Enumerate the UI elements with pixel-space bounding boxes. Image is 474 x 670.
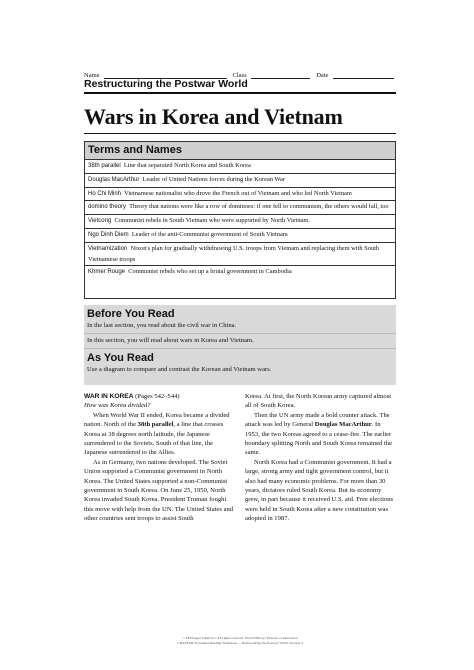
term-definition: Communist rebels in South Vietnam who were supported by North Vietnam. (114, 217, 310, 225)
page-title: Wars in Korea and Vietnam (84, 104, 396, 134)
term-row (85, 214, 395, 228)
page-reference: (Pages 542–544) (135, 393, 180, 400)
section-head (84, 392, 234, 401)
term-row (85, 159, 395, 173)
term-definition: Leader of United Nations forces during the Korean War (142, 175, 285, 183)
term-definition: Leader of the anti-Communist government of South Vietnam (131, 230, 288, 238)
terms-and-names-box (84, 141, 396, 299)
terms-heading: Terms and Names (85, 142, 395, 159)
section-title: Restructuring the Postwar World (84, 78, 396, 94)
term-name: Vietcong (88, 218, 112, 225)
class-label: Class (232, 72, 247, 79)
term-definition: Communist rebels who set up a brutal government in Cambodia (128, 268, 292, 276)
text-run: . In 1953, the two Koreas agreed to a cease-fire. The earlier boundary splitting North and South Korea remained the same. (245, 421, 393, 457)
footer-line: © McDougal Littell Inc. All rights reserved. World History: Patterns of Interaction (182, 636, 298, 640)
key-term: Douglas MacArthur (314, 421, 372, 429)
section-head-label: WAR IN KOREA (84, 393, 134, 400)
term-definition: Line that separated North Korea and South Korea (123, 162, 251, 169)
before-you-read-heading: Before You Read (87, 308, 175, 320)
name-label: Name (84, 72, 100, 79)
term-row (85, 242, 395, 266)
term-row (85, 228, 395, 242)
paragraph (245, 411, 396, 458)
as-you-read-heading: As You Read (87, 352, 154, 364)
term-definition: Theory that nations were like a row of dominoes: if one fell to communism, the others would fall, too (129, 203, 389, 211)
before-you-read-text-1: In the last section, you read about the civil war in China. (87, 322, 237, 329)
text-run: , a line that crosses Korea at 38 degrees north latitude, the Japanese surrendered to the Soviets. South of that line, the Japanese surrendered to the Allies. (84, 421, 224, 457)
term-name: Vietnamization (88, 245, 128, 252)
term-definition: Vietnamese nationalist who drove the French out of Vietnam and who led North Vietnam (124, 189, 352, 197)
body-right-column (245, 392, 396, 524)
text-run: When World War II ended, Korea became a divided nation. North of the (84, 411, 230, 429)
term-name: Ngo Dinh Diem (88, 231, 129, 238)
term-name: Ho Chi Minh (88, 190, 122, 197)
footer-line: CHAPTER 33 Guided Reading Workbook — Restructuring the Postwar World, Section 3 (177, 641, 303, 645)
paragraph (84, 411, 234, 458)
term-name: Khmer Rouge (88, 269, 126, 276)
term-row (85, 265, 395, 279)
divider (84, 333, 396, 334)
as-you-read-text: Use a diagram to compare and contrast the Korean and Vietnam wars. (87, 366, 272, 373)
paragraph: As in Germany, two nations developed. The Soviet Union supported a Communist government in North Korea. The United States supported a non-Communist government in South Korea. On June 25, 1950, North Korea invaded South Korea. President Truman fought this move with help from the UN. The United States and other countries sent troops to assist South (84, 458, 234, 523)
term-row (85, 200, 395, 214)
text-run: Then the UN army made a bold counter attack. The attack was led by General (245, 411, 390, 429)
reading-guide-panel (84, 305, 396, 385)
date-label: Date (316, 72, 329, 79)
term-name: 38th parallel (88, 163, 121, 169)
before-you-read-text-2: In this section, you will read about wars in Korea and Vietnam. (87, 337, 254, 344)
divider (84, 348, 396, 349)
term-row (85, 173, 395, 187)
paragraph: Korea. At first, the North Korean army captured almost all of South Korea. (245, 393, 392, 410)
paragraph: North Korea had a Communist government. It had a large, strong army and tight government control, but it also had many economic problems. For more than 30 years, dictators ruled South Korea. But its economy grew, in part because it received U.S. aid. Free elections were held in South Korea after a new constitution was adopted in 1987. (245, 458, 394, 523)
key-term: 38th parallel (137, 421, 174, 429)
guiding-question: How was Korea divided? (84, 402, 151, 410)
term-name: domino theory (88, 204, 127, 211)
term-name: Douglas MacArthur (88, 176, 140, 183)
body-left-column (84, 392, 234, 524)
term-definition: Nixon's plan for gradually withdrawing U.S. troops from Vietnam and replacing them with South Vietnamese troops (88, 244, 380, 263)
term-row (85, 187, 395, 201)
page-footer (84, 636, 396, 646)
